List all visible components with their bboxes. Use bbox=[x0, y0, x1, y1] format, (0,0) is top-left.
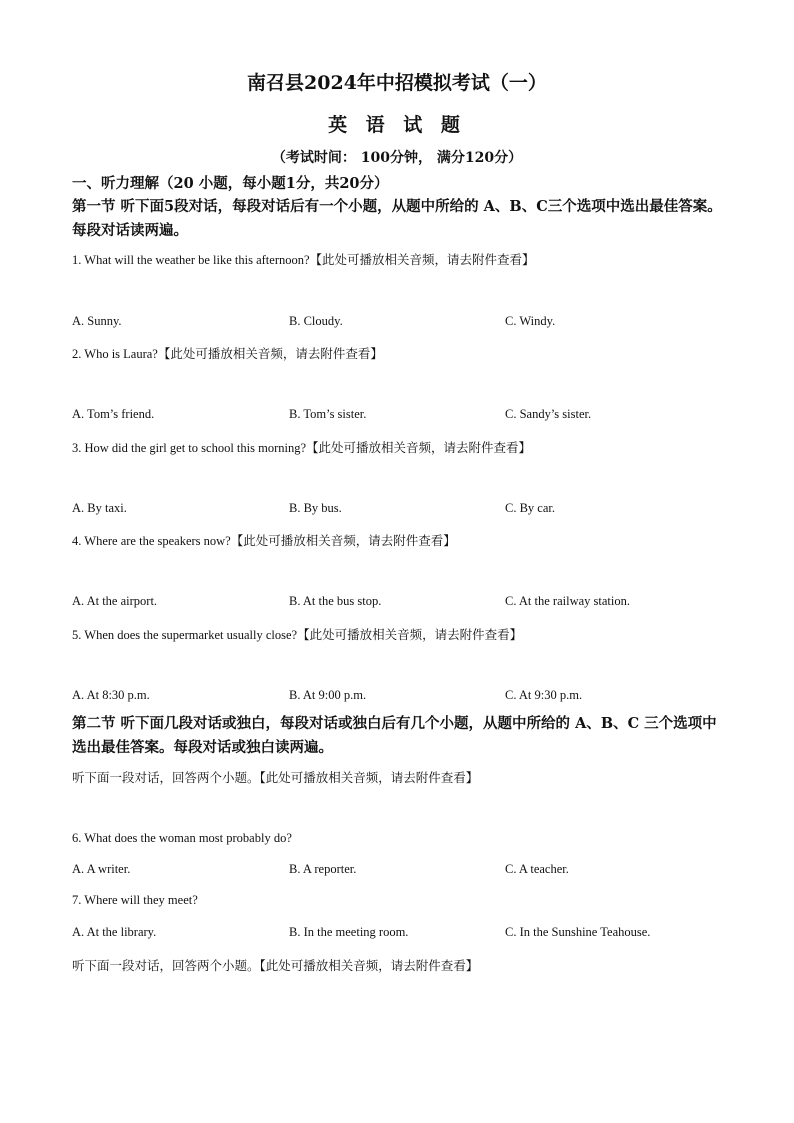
audio-note[interactable]: 【此处可播放相关音频，请去附件查看】 bbox=[259, 770, 479, 785]
option-c: C. At the railway station. bbox=[505, 594, 630, 608]
part1-instructions: 第一节 听下面5段对话，每段对话后有一个小题，从题中所给的 A、B、C三个选项中选出最佳答案。每段对话读两遍。 bbox=[72, 198, 722, 239]
question-text: 1. What will the weather be like this afternoon? bbox=[72, 253, 310, 267]
option-c: C. A teacher. bbox=[505, 862, 569, 876]
option-a: A. Tom’s friend. bbox=[72, 407, 155, 421]
option-b: B. Tom’s sister. bbox=[289, 407, 367, 421]
dialog-intro-text: 听下面一段对话，回答两个小题。 bbox=[72, 770, 260, 785]
option-c: C. By car. bbox=[505, 501, 555, 515]
question-1 bbox=[72, 250, 724, 268]
question-4 bbox=[72, 531, 724, 549]
audio-note[interactable]: 【此处可播放相关音频，请去附件查看】 bbox=[306, 440, 532, 455]
audio-note[interactable]: 【此处可播放相关音频，请去附件查看】 bbox=[230, 533, 456, 548]
audio-note[interactable]: 【此处可播放相关音频，请去附件查看】 bbox=[259, 958, 479, 973]
question-text: 4. Where are the speakers now? bbox=[72, 534, 231, 548]
option-c: C. Sandy’s sister. bbox=[505, 407, 592, 421]
option-a: A. At the library. bbox=[72, 925, 157, 939]
dialog-intro-text: 听下面一段对话，回答两个小题。 bbox=[72, 958, 260, 973]
option-a: A. A writer. bbox=[72, 862, 131, 876]
question-text: 3. How did the girl get to school this morning? bbox=[72, 441, 307, 455]
section-title: 一、听力理解（20 小题，每小题1分，共20分） bbox=[72, 175, 389, 192]
dialog-intro-2 bbox=[72, 956, 478, 974]
option-c: C. In the Sunshine Teahouse. bbox=[505, 925, 651, 939]
option-a: A. By taxi. bbox=[72, 501, 127, 515]
option-b: B. In the meeting room. bbox=[289, 925, 409, 939]
option-a: A. At the airport. bbox=[72, 594, 158, 608]
part2-instructions: 第二节 听下面几段对话或独白，每段对话或独白后有几个小题，从题中所给的 A、B、C 三个选项中选出最佳答案。每段对话或独白读两遍。 bbox=[72, 715, 717, 756]
option-a: A. At 8:30 p.m. bbox=[72, 688, 150, 702]
option-b: B. A reporter. bbox=[289, 862, 357, 876]
option-b: B. Cloudy. bbox=[289, 314, 343, 328]
question-text: 2. Who is Laura? bbox=[72, 347, 158, 361]
dialog-intro-1 bbox=[72, 768, 478, 786]
option-b: B. At 9:00 p.m. bbox=[289, 688, 367, 702]
subject-title: 英 语 试 题 bbox=[328, 114, 466, 136]
audio-note[interactable]: 【此处可播放相关音频，请去附件查看】 bbox=[297, 627, 523, 642]
question-5 bbox=[72, 625, 724, 643]
option-b: B. By bus. bbox=[289, 501, 342, 515]
question-2 bbox=[72, 344, 724, 362]
question-3 bbox=[72, 438, 724, 456]
question-text: 5. When does the supermarket usually close? bbox=[72, 628, 298, 642]
question-6: 6. What does the woman most probably do? bbox=[72, 831, 292, 845]
audio-note[interactable]: 【此处可播放相关音频，请去附件查看】 bbox=[309, 252, 535, 267]
exam-title: 南召县2024年中招模拟考试（一） bbox=[247, 72, 547, 94]
option-c: C. Windy. bbox=[505, 314, 556, 328]
exam-info: （考试时间： 100分钟， 满分120分） bbox=[271, 150, 523, 166]
option-c: C. At 9:30 p.m. bbox=[505, 688, 583, 702]
option-b: B. At the bus stop. bbox=[289, 594, 382, 608]
option-a: A. Sunny. bbox=[72, 314, 122, 328]
audio-note[interactable]: 【此处可播放相关音频，请去附件查看】 bbox=[157, 346, 383, 361]
question-7: 7. Where will they meet? bbox=[72, 893, 198, 907]
